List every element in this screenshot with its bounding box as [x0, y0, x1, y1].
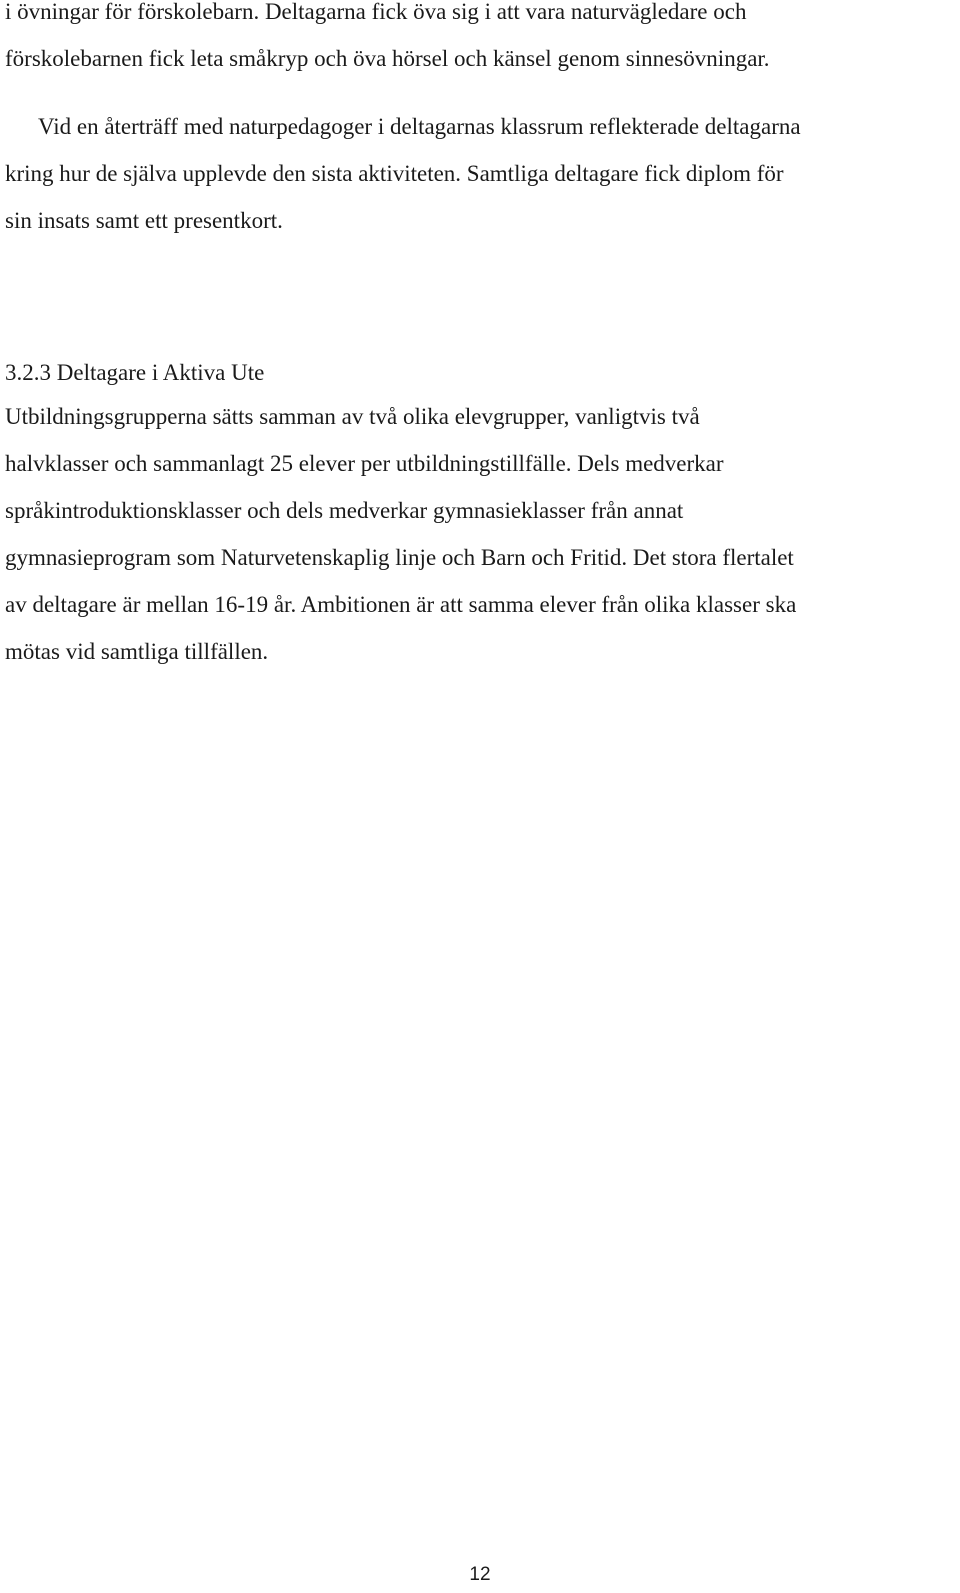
section-heading: 3.2.3 Deltagare i Aktiva Ute [5, 360, 265, 385]
paragraph-intro [5, 0, 955, 82]
text-line: språkintroduktionsklasser och dels medverkar gymnasieklasser från annat [5, 498, 684, 523]
text-line: Utbildningsgrupperna sätts samman av två olika elevgrupper, vanligtvis två [5, 404, 700, 429]
text-line: mötas vid samtliga tillfällen. [5, 639, 269, 664]
text-line: sin insats samt ett presentkort. [5, 208, 283, 233]
paragraph-participants [5, 393, 955, 675]
text-line: förskolebarnen fick leta småkryp och öva hörsel och känsel genom sinnesövningar. [5, 46, 770, 71]
page-number: 12 [469, 1564, 491, 1585]
paragraph-reflection [5, 103, 955, 244]
text-line: av deltagare är mellan 16-19 år. Ambitionen är att samma elever från olika klasser ska [5, 592, 797, 617]
text-line: kring hur de själva upplevde den sista aktiviteten. Samtliga deltagare fick diplom för [5, 161, 784, 186]
text-line: Vid en återträff med naturpedagoger i deltagarnas klassrum reflekterade deltagarna [38, 114, 801, 139]
text-line: halvklasser och sammanlagt 25 elever per utbildningstillfälle. Dels medverkar [5, 451, 724, 476]
text-line: i övningar för förskolebarn. Deltagarna fick öva sig i att vara naturvägledare och [5, 0, 747, 24]
text-line: gymnasieprogram som Naturvetenskaplig linje och Barn och Fritid. Det stora flertalet [5, 545, 794, 570]
